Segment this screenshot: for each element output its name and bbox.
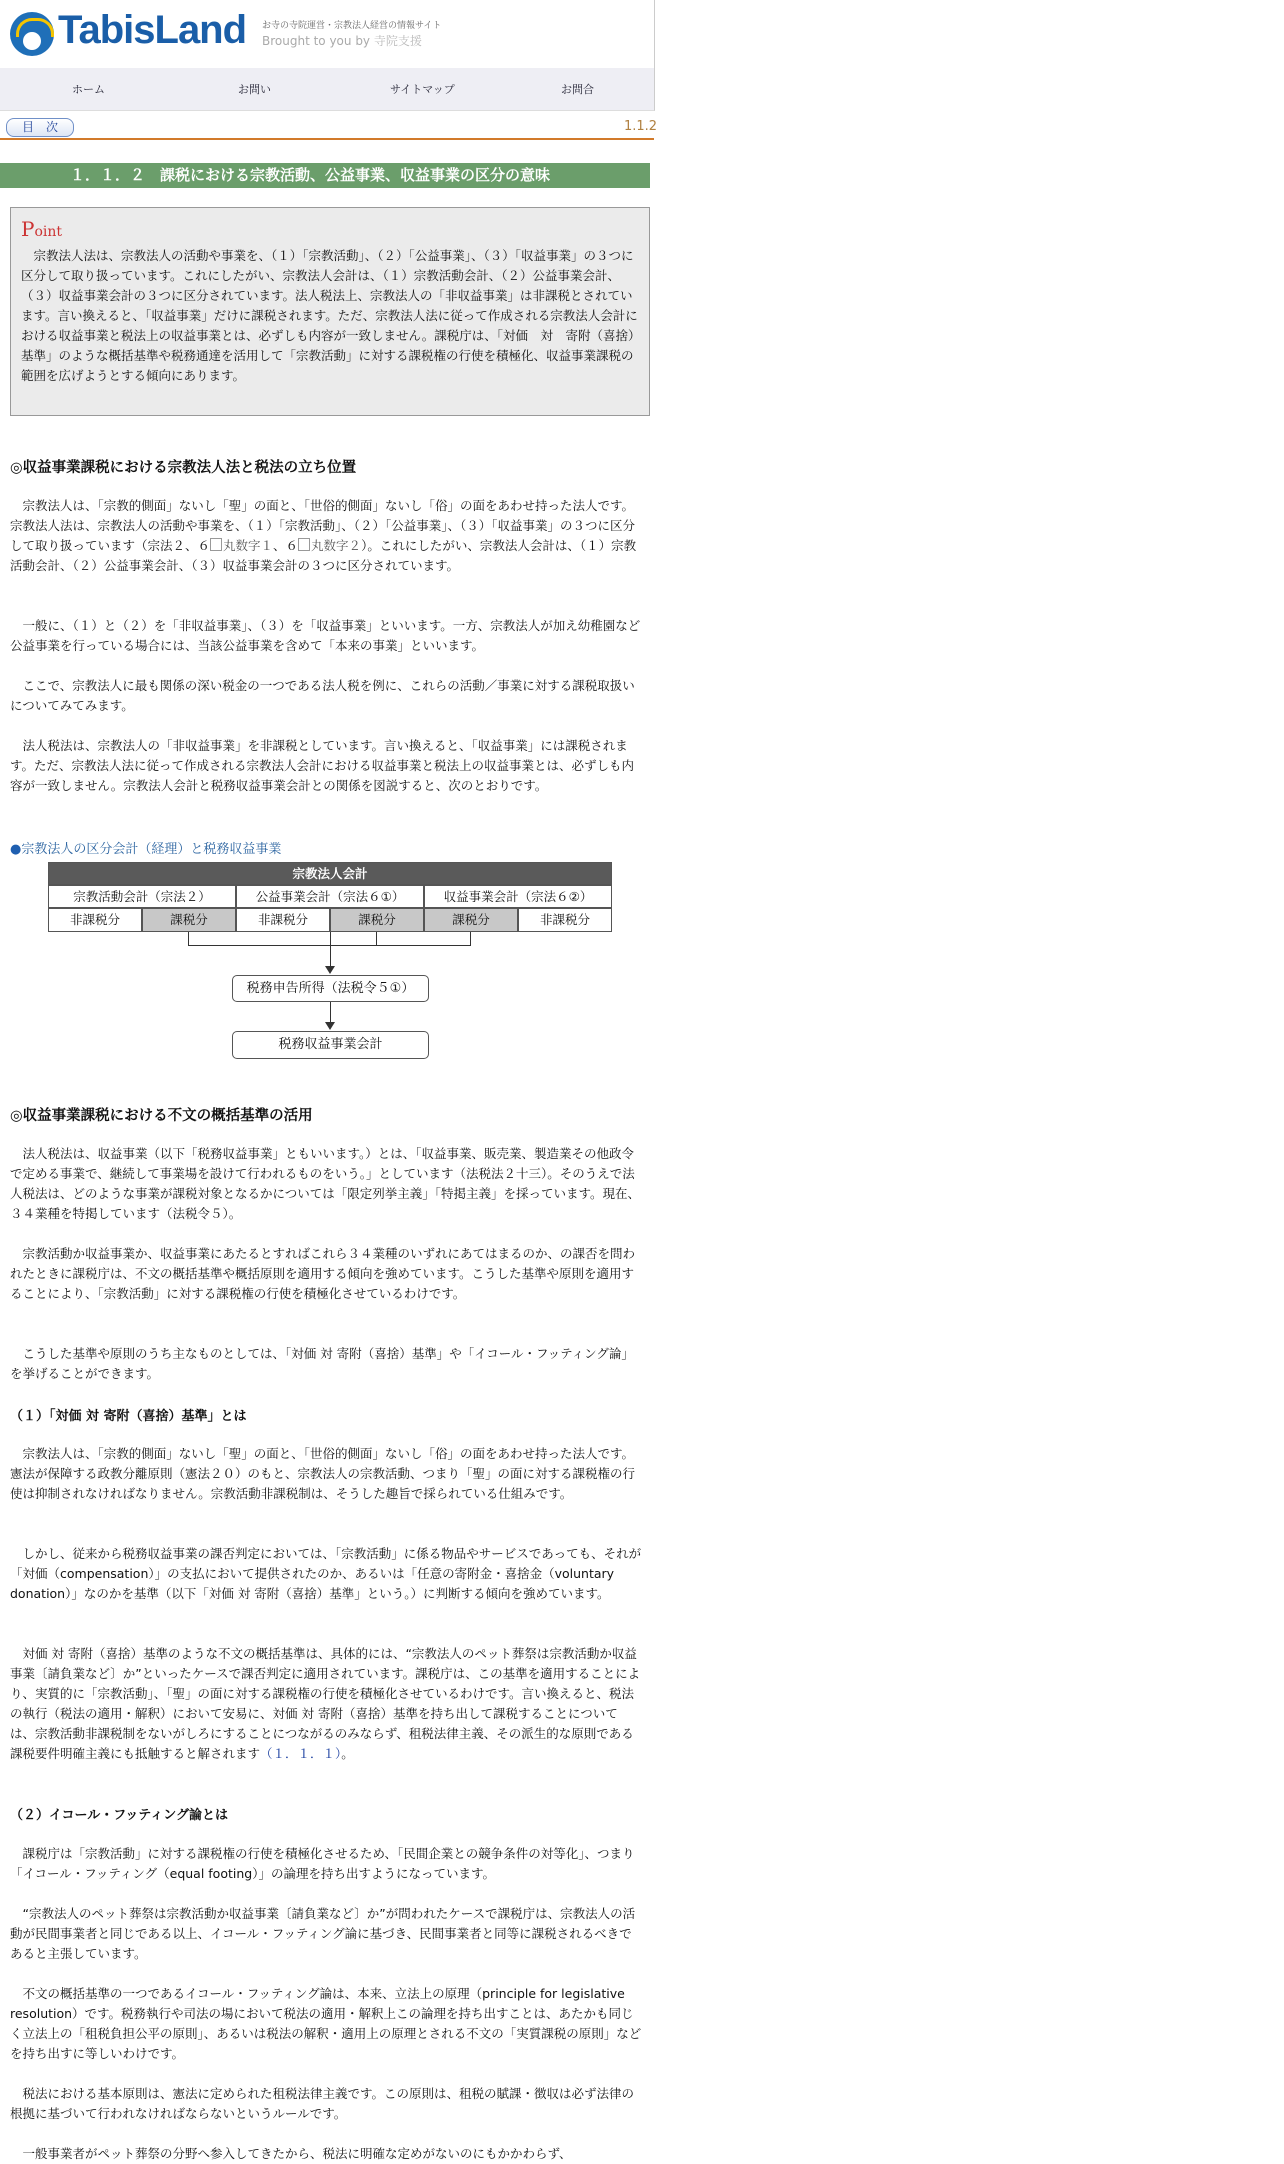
toc-button[interactable]: 目 次 — [6, 118, 74, 137]
subheading-1: （１）「対価 対 寄附（喜捨）基準」とは — [10, 1409, 247, 1424]
nav-item-home[interactable]: ホーム — [72, 83, 105, 96]
paragraph-7: こうした基準や原則のうち主なものとしては、「対価 対 寄附（喜捨）基準」や「イコール・フッティング論」を挙げることができます。 — [10, 1346, 634, 1381]
p1-part1: 宗教法人は、「宗教的側面」ないし「聖」の面と、「世俗的側面」ないし「俗」の面をあわせ持った法人です。宗教法人法は、宗教法人の活動や事業を、（１）「宗教活動」、（２）「公益事業」、（３）「収益事業」の３つに区分して取り扱っています（宗法２、６ — [10, 498, 636, 553]
nav-item-contact[interactable]: お問合 — [561, 83, 594, 96]
connector-line — [376, 932, 377, 945]
section-title: １．１．２ 課税における宗教活動、公益事業、収益事業の区分の意味 — [0, 163, 650, 188]
diagram-box-tax-income: 税務申告所得（法税令５①） — [232, 975, 429, 1002]
paragraph-2: 一般に、（１）と（２）を「非収益事業」、（３）を「収益事業」といいます。一方、宗教法人が加え幼稚園など公益事業を行っている場合には、当該公益事業を含めて「本来の事業」といいます。 — [10, 618, 641, 653]
point-label-p: P — [21, 217, 35, 241]
diagram-group-religious: 宗教活動会計（宗法２） — [48, 885, 236, 908]
paragraph-3: ここで、宗教法人に最も関係の深い税金の一つである法人税を例に、これらの活動／事業に対する課税取扱いについてみてみます。 — [10, 678, 635, 713]
divider — [0, 138, 654, 140]
paragraph-4: 法人税法は、宗教法人の「非収益事業」を非課税としています。言い換えると、「収益事業」には課税されます。ただ、宗教法人法に従って作成される宗教法人会計における収益事業と税法上の収益事業とは、必ずしも内容が一致しません。宗教法人会計と税務収益事業会計との関係を図説すると、次のとおりです。 — [10, 738, 635, 793]
paragraph-8: 宗教法人は、「宗教的側面」ないし「聖」の面と、「世俗的側面」ないし「俗」の面をあわせ持った法人です。憲法が保障する政教分離原則（憲法２０）のもと、宗教法人の宗教活動、つまり「聖」の面に対する課税権の行使は抑制されなければなりません。宗教活動非課税制は、そうした趣旨で採られている仕組みです。 — [10, 1446, 636, 1501]
p10-text: 対価 対 寄附（喜捨）基準のような不文の概括基準は、具体的には、“宗教法人のペット葬祭は宗教活動か収益事業〔請負業など〕か”といったケースで課否判定に適用されています。課税庁は、この基準を適用することにより、実質的に「宗教活動」、「聖」の面に対する課税権の行使を積極化させているわけです。言い換えると、税法の執行（税法の適用・解釈）において安易に、対価 対 寄附（喜捨）基準を持ち出して課税することについては、宗教活動非課税制をないがしろにすることにつながるのみならず、租税法律主義、その派生的な原則である課税要件明確主義にも抵触すると解されます — [10, 1646, 641, 1761]
paragraph-9: しかし、従来から税務収益事業の課否判定においては、「宗教活動」に係る物品やサービスであっても、それが「対価（compensation）」の支払において提供されたのか、あるいは「任意の寄附金・喜捨金（voluntary donation）」なのかを基準（以下「対価 対 寄附（喜捨）基準」という。）に判断する傾向を強めています。 — [10, 1546, 642, 1601]
diagram-cell-taxable: 課税分 — [424, 908, 518, 932]
section-link[interactable]: （１．１．１） — [260, 1746, 342, 1761]
section-number: 1.1.2 — [624, 119, 658, 134]
site-header — [0, 0, 655, 69]
byline-link[interactable]: 寺院支援 — [373, 34, 422, 48]
diagram-caption — [10, 838, 281, 857]
point-label-rest: oint — [34, 224, 63, 240]
main-nav — [0, 68, 655, 111]
paragraph-1 — [10, 496, 642, 576]
tabisland-logo-icon[interactable] — [10, 12, 54, 56]
connector-line — [470, 932, 471, 945]
heading-1: ◎収益事業課税における宗教法人法と税法の立ち位置 — [10, 460, 357, 476]
arrow-down-icon — [325, 966, 335, 974]
diagram-group-public: 公益事業会計（宗法６①） — [236, 885, 424, 908]
p1-part2: 、６ — [273, 538, 299, 553]
diagram-box-tax-profit-accounting: 税務収益事業会計 — [232, 1031, 429, 1059]
p10-end: 。 — [341, 1746, 354, 1761]
diagram-caption-text: 宗教法人の区分会計（経理）と税務収益事業 — [21, 842, 282, 857]
broken-image-circled-1: 丸数字１ — [210, 538, 273, 553]
point-text: 宗教法人法は、宗教法人の活動や事業を、（１）「宗教活動」、（２）「公益事業」、（３）「収益事業」の３つに区分して取り扱っています。これにしたがい、宗教法人会計は、（１）宗教活動会計、（２）公益事業会計、（３）収益事業会計の３つに区分されています。法人税法上、宗教法人の「非収益事業」は非課税とされています。言い換えると、「収益事業」だけに課税されます。ただ、宗教法人法に従って作成される宗教法人会計における収益事業と税法上の収益事業とは、必ずしも内容が一致しません。課税庁は、「対価 対 寄附（喜捨）基準」のような概括基準や税務通達を活用して「宗教活動」に対する課税権の行使を積極化、収益事業課税の範囲を広げようとする傾向にあります。 — [21, 248, 638, 383]
point-box — [10, 207, 650, 416]
paragraph-5: 法人税法は、収益事業（以下「税務収益事業」ともいいます。）とは、「収益事業、販売業、製造業その他政令で定める事業で、継続して事業場を設けて行われるものをいう。」としています（法税法２十三）。そのうえで法人税法は、どのような事業が課税対象となるかについては「限定列挙主義」「特掲主義」を採っています。現在、３４業種を特掲しています（法税令５）。 — [10, 1146, 641, 1221]
heading-2: ◎収益事業課税における不文の概括基準の活用 — [10, 1108, 313, 1124]
bullet: ● — [10, 842, 22, 857]
diagram-cell-nontaxable: 非課税分 — [48, 908, 142, 932]
diagram-cell-nontaxable: 非課税分 — [518, 908, 612, 932]
paragraph-13: 不文の概括基準の一つであるイコール・フッティング論は、本来、立法上の原理（principle for legislative resolution）です。税務執行や司法の場において税法の適用・解釈上この論理を持ち出すことは、あたかも同じく立法上の「租税負担公平の原則」、あるいは税法の解釈・適用上の原理とされる不文の「実質課税の原則」などを持ち出すに等しいわけです。 — [10, 1986, 642, 2061]
diagram-top-header: 宗教法人会計 — [48, 862, 612, 885]
nav-item-sitemap[interactable]: サイトマップ — [390, 83, 455, 96]
connector-line — [188, 932, 189, 945]
arrow-down-icon — [325, 1022, 335, 1030]
paragraph-11: 課税庁は「宗教活動」に対する課税権の行使を積極化させるため、「民間企業との競争条件の対等化」、つまり「イコール・フッティング（equal footing）」の論理を持ち出すようになっています。 — [10, 1846, 635, 1881]
diagram-cell-taxable: 課税分 — [330, 908, 424, 932]
diagram-group-profit: 収益事業会計（宗法６②） — [424, 885, 612, 908]
paragraph-6: 宗教活動か収益事業か、収益事業にあたるとすればこれら３４業種のいずれにあてはまるのか、の課否を問われたときに課税庁は、不文の概括基準や概括原則を適用する傾向を強めています。こうした基準や原則を適用することにより、「宗教活動」に対する課税権の行使を積極化させているわけです。 — [10, 1246, 636, 1301]
site-tagline: お寺の寺院運営・宗教法人経営の情報サイト — [262, 21, 442, 31]
paragraph-14: 税法における基本原則は、憲法に定められた租税法律主義です。この原則は、租税の賦課・徴収は必ず法律の根拠に基づいて行われなければならないというルールです。 — [10, 2086, 635, 2121]
diagram-cell-taxable: 課税分 — [142, 908, 236, 932]
connector-line — [330, 1002, 331, 1024]
point-label — [21, 218, 639, 243]
subheading-2: （２）イコール・フッティング論とは — [10, 1808, 229, 1823]
byline-prefix: Brought to you by — [262, 34, 371, 48]
paragraph-15: 一般事業者がペット葬祭の分野へ参入してきたから、税法に明確な定めがないのにもかかわらず、 — [10, 2146, 572, 2161]
connector-line — [330, 932, 331, 966]
byline — [262, 32, 422, 49]
p1-part3: ）。これにしたがい、宗教法人会計は、（１）宗教活動会計、（２）公益事業会計、（３）収益事業会計の３つに区分されています。 — [10, 538, 637, 573]
broken-image-circled-2: 丸数字２ — [298, 538, 361, 553]
site-logo[interactable]: TabisLand — [58, 8, 247, 52]
diagram-cell-nontaxable: 非課税分 — [236, 908, 330, 932]
paragraph-10 — [10, 1644, 642, 1764]
paragraph-12: “宗教法人のペット葬祭は宗教活動か収益事業〔請負業など〕か”が問われたケースで課税庁は、宗教法人の活動が民間事業者と同じである以上、イコール・フッティング論に基づき、民間事業者と同等に課税されるべきであると主張しています。 — [10, 1906, 636, 1961]
nav-item-inquiry[interactable]: お問い — [238, 83, 271, 96]
